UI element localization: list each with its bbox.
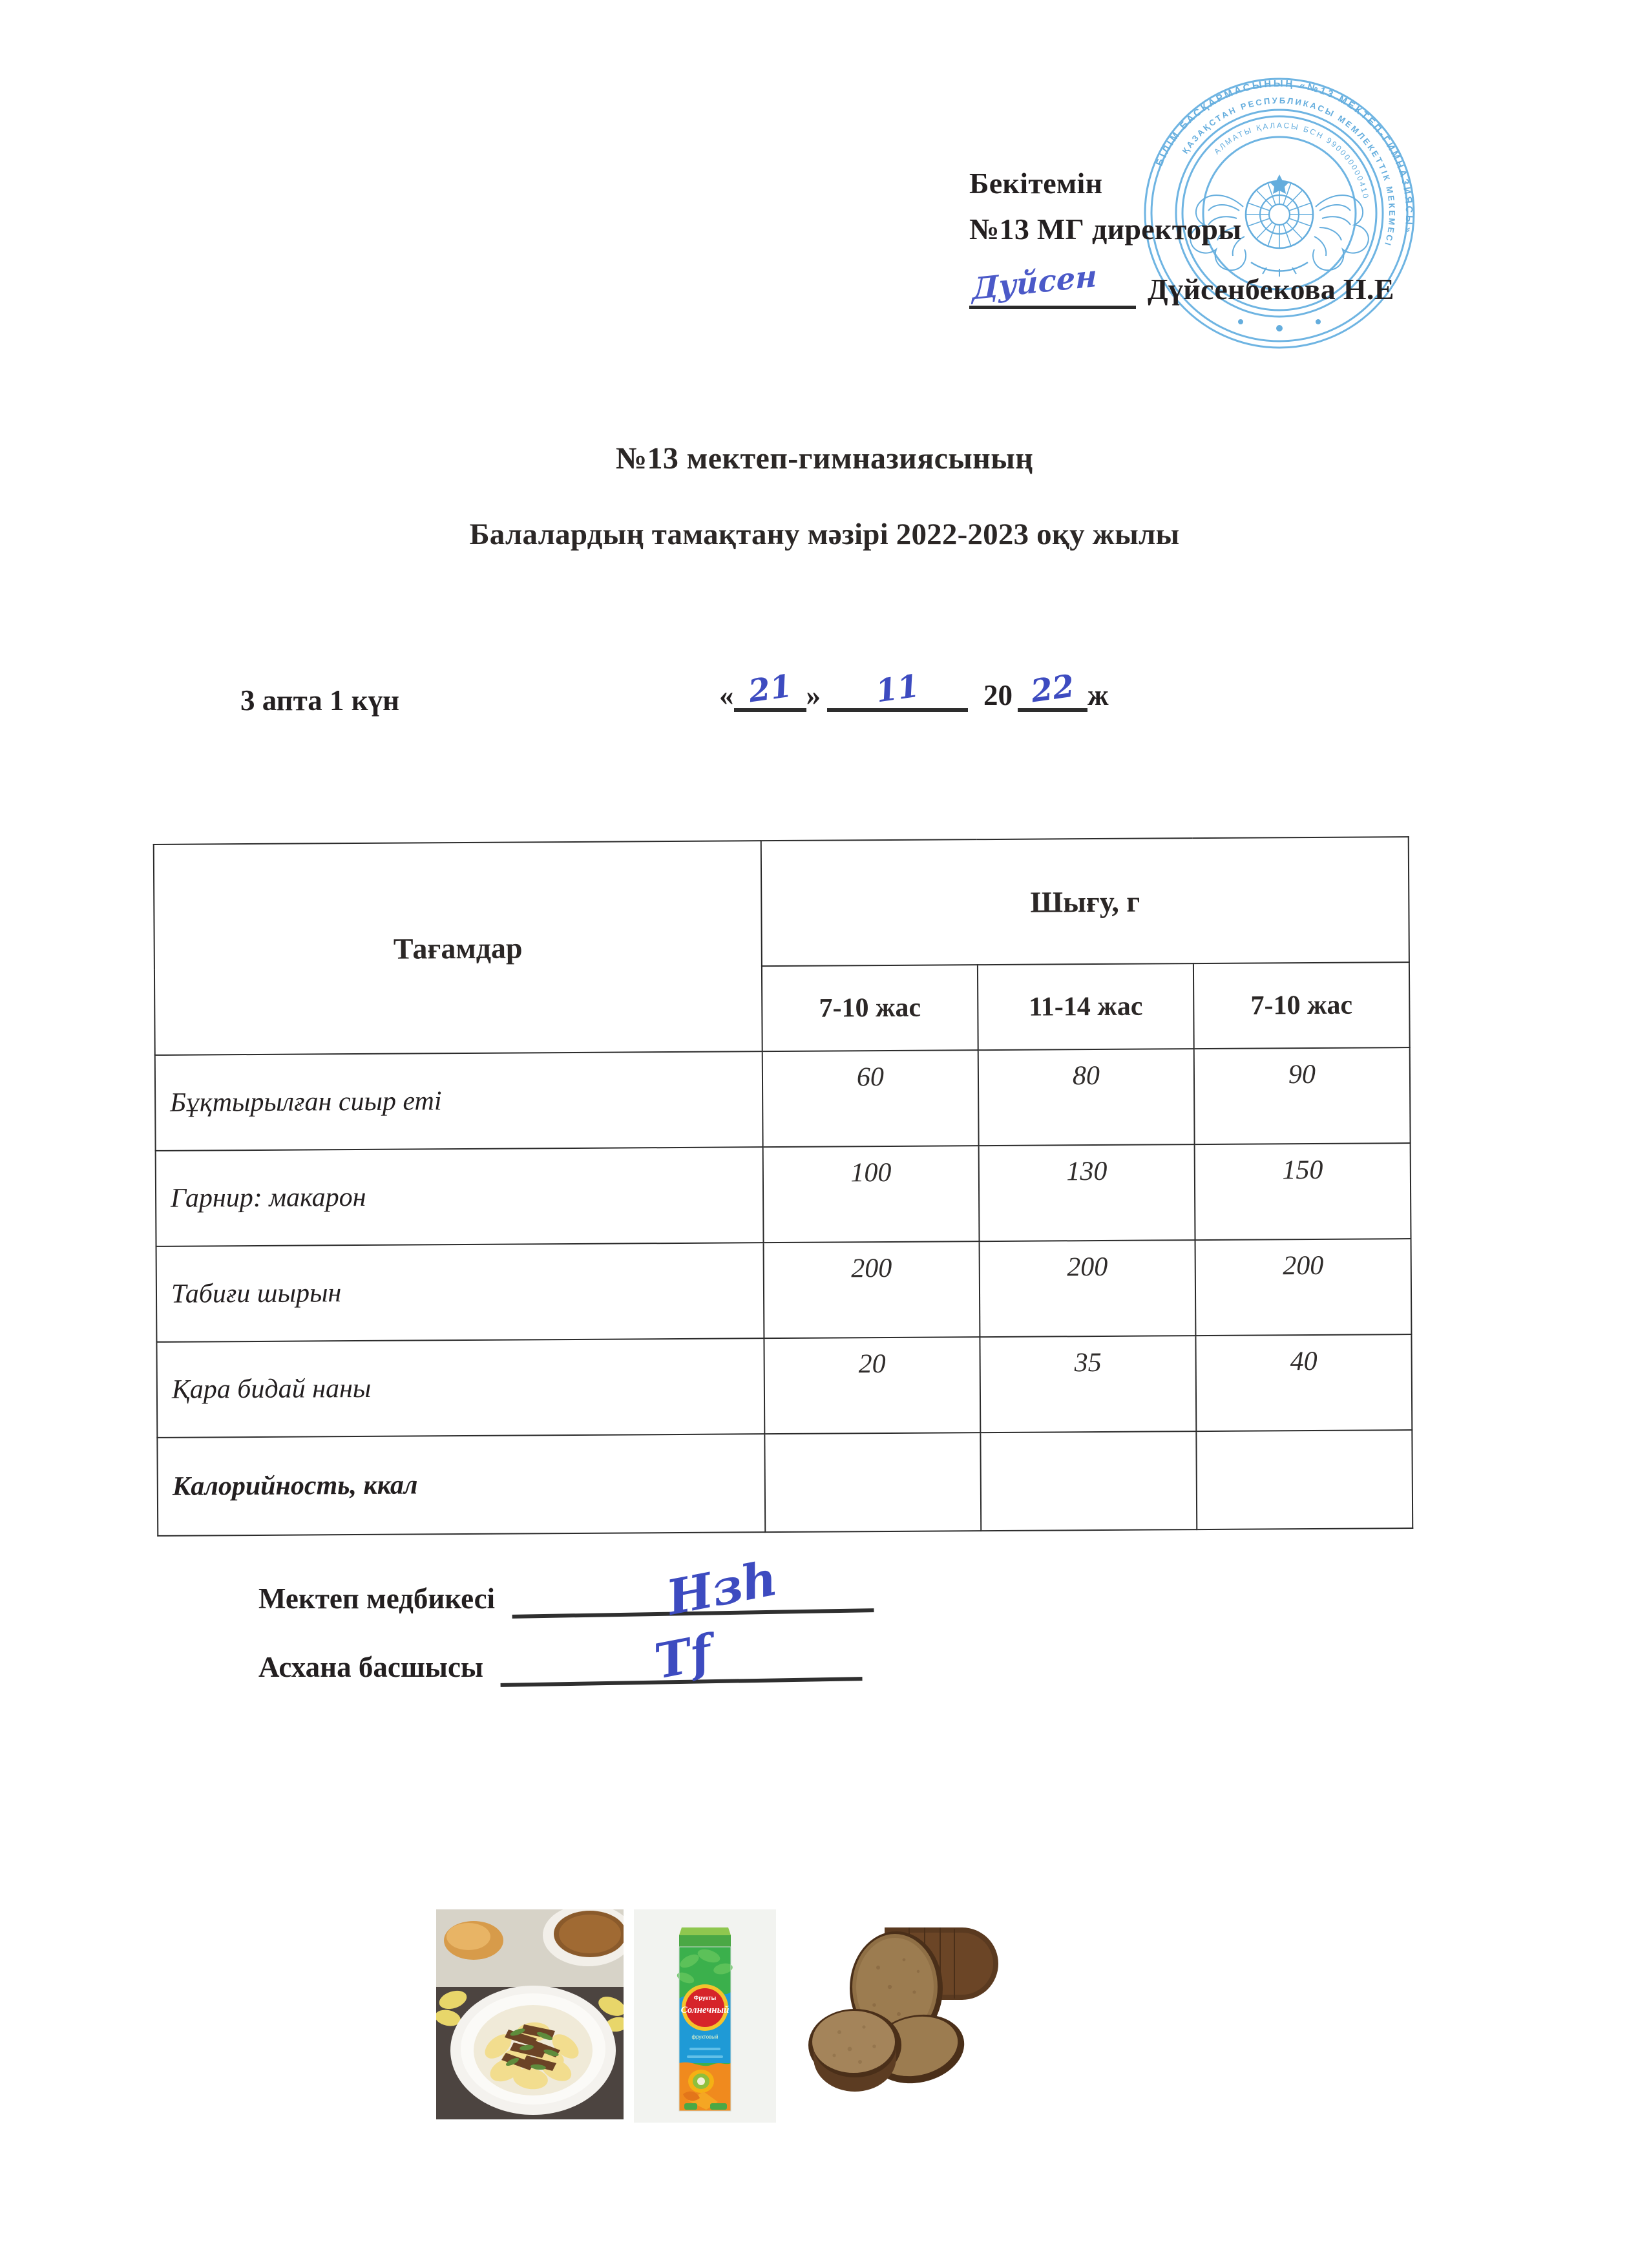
calories-value-2 — [1196, 1430, 1413, 1529]
dish-value-0: 200 — [764, 1241, 980, 1338]
year-suffix: ж — [1087, 679, 1109, 711]
food-photos-row — [436, 1909, 1001, 2123]
header-age-2: 7-10 жас — [1193, 962, 1410, 1049]
dish-value-2: 150 — [1195, 1143, 1411, 1240]
dish-name: Гарнир: макарон — [156, 1147, 764, 1246]
approval-line-2: №13 МГ директоры — [969, 212, 1242, 246]
table-row — [155, 1047, 1411, 1151]
svg-text:Фрукты: Фрукты — [693, 1995, 717, 2001]
pasta-with-beef-photo — [436, 1909, 624, 2119]
director-handwritten-signature: Дуйсен — [972, 258, 1097, 307]
approval-block — [969, 165, 1486, 309]
nurse-handwritten-signature: Hзh — [662, 1550, 782, 1626]
table-row — [156, 1143, 1411, 1246]
date-day-handwritten: 21 — [746, 667, 794, 710]
dish-value-0: 20 — [764, 1337, 980, 1434]
juice-carton-photo — [634, 1909, 776, 2123]
canteen-label: Асхана басшысы — [258, 1651, 484, 1683]
dish-value-2: 200 — [1195, 1239, 1412, 1336]
svg-text:Солнечный: Солнечный — [680, 2005, 730, 2015]
svg-text:ҚАЗАҚСТАН РЕСПУБЛИКАСЫ МЕМЛЕКЕ: ҚАЗАҚСТАН РЕСПУБЛИКАСЫ МЕМЛЕКЕТТІК МЕКЕМЕСІ — [1180, 95, 1398, 249]
quote-close: » — [806, 679, 821, 711]
date-year-field — [1018, 667, 1087, 712]
canteen-signature-line — [499, 1624, 862, 1690]
table-header-row-top — [154, 837, 1409, 970]
header-age-0: 7-10 жас — [762, 965, 978, 1051]
nurse-label: Мектеп медбикесі — [258, 1582, 496, 1615]
svg-text:БІЛІМ БАСҚАРМАСЫНЫҢ «№13 МЕКТЕ: БІЛІМ БАСҚАРМАСЫНЫҢ «№13 МЕКТЕП-ГИМНАЗИЯСЫ» — [1153, 78, 1415, 236]
dish-value-1: 80 — [978, 1049, 1195, 1146]
canteen-handwritten-signature: Tf — [650, 1624, 717, 1690]
header-dishes: Тағамдар — [154, 841, 762, 1055]
dish-value-1: 130 — [979, 1144, 1195, 1241]
calories-value-1 — [980, 1431, 1197, 1531]
dish-value-0: 60 — [762, 1050, 979, 1147]
dish-value-1: 200 — [980, 1240, 1196, 1337]
menu-table — [153, 836, 1414, 1537]
dish-name: Қара бидай наны — [156, 1338, 764, 1438]
calories-label: Калорийность, ккал — [157, 1434, 765, 1536]
date-line — [719, 667, 1109, 712]
dish-name: Бұқтырылған сиыр еті — [155, 1051, 763, 1151]
director-signature-line — [969, 258, 1136, 309]
school-title: №13 мектеп-гимназиясының — [615, 441, 1034, 476]
dish-value-1: 35 — [980, 1336, 1196, 1433]
quote-open: « — [719, 679, 734, 711]
date-year-handwritten: 22 — [1029, 667, 1077, 710]
date-month-handwritten: 11 — [874, 667, 921, 710]
svg-text:АЛМАТЫ ҚАЛАСЫ БСН 99000000041: АЛМАТЫ ҚАЛАСЫ БСН 990000000410 — [1212, 120, 1371, 201]
dish-name: Табиғи шырын — [156, 1243, 764, 1342]
calories-value-0 — [764, 1433, 981, 1532]
nurse-signature-line — [512, 1550, 874, 1626]
menu-title: Балалардың тамақтану мәзірі 2022-2023 оқу жылы — [469, 518, 1180, 551]
signature-row-canteen — [258, 1624, 1034, 1690]
rye-bread-photo — [788, 1909, 1001, 2103]
week-day-label: 3 апта 1 күн — [240, 684, 400, 717]
signature-row-nurse — [258, 1550, 1034, 1626]
date-day-field — [734, 667, 806, 712]
header-output: Шығу, г — [761, 837, 1409, 966]
signature-block — [258, 1550, 1034, 1707]
header-age-1: 11-14 жас — [978, 963, 1194, 1050]
table-row-calories — [157, 1430, 1413, 1536]
svg-text:фруктовый: фруктовый — [691, 2034, 719, 2040]
menu-table-wrapper — [153, 836, 1413, 1537]
year-prefix: 20 — [983, 679, 1013, 711]
dish-value-2: 40 — [1195, 1334, 1412, 1431]
table-row — [156, 1334, 1412, 1438]
director-signature-row — [969, 258, 1486, 309]
director-name: Дүйсенбекова Н.Е — [1148, 272, 1394, 306]
date-month-field — [827, 667, 968, 712]
approval-line-1: Бекітемін — [969, 167, 1103, 200]
dish-value-2: 90 — [1194, 1047, 1411, 1144]
dish-value-0: 100 — [763, 1146, 980, 1243]
table-row — [156, 1239, 1412, 1342]
